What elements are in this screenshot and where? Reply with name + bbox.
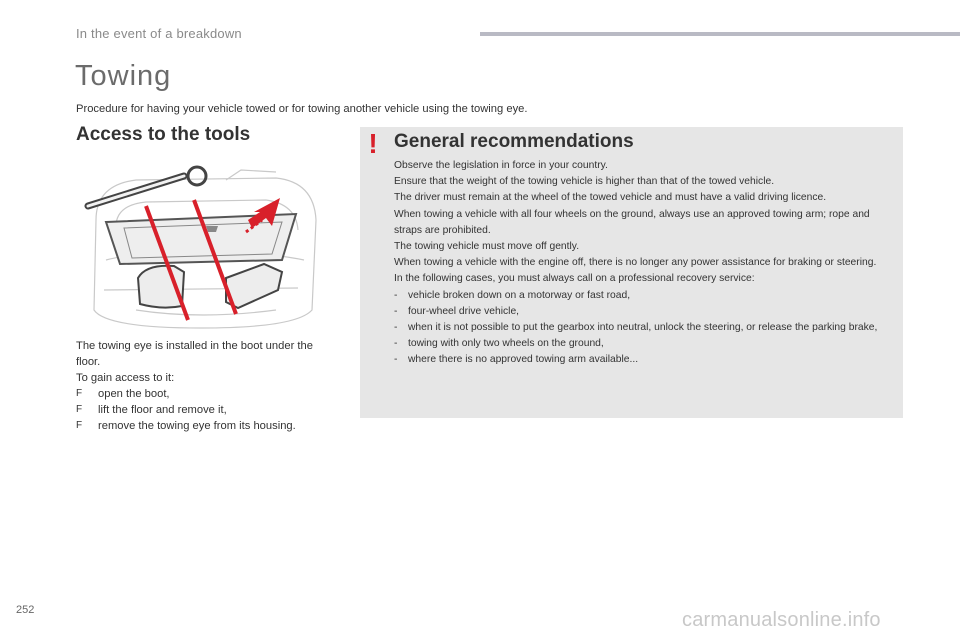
list-item: - four-wheel drive vehicle, (394, 305, 520, 317)
tools-steps-list (76, 386, 326, 434)
list-item: F lift the floor and remove it, (76, 404, 227, 416)
towing-eye-tool (88, 167, 206, 206)
access-tools-text (76, 338, 326, 434)
warning-exclamation-icon: ! (368, 128, 378, 159)
list-item: F remove the towing eye from its housing. (76, 420, 296, 432)
list-item: - where there is no approved towing arm available... (394, 354, 639, 366)
rec-paragraph: When towing a vehicle with the engine off, there is no longer any power assistance for braking or steering. (394, 257, 877, 269)
bullet-icon: F (76, 388, 83, 399)
tools-access-intro: To gain access to it: (76, 372, 175, 384)
intro-text: Procedure for having your vehicle towed or for towing another vehicle using the towing eye. (76, 103, 528, 115)
list-item: - towing with only two wheels on the ground, (394, 338, 604, 350)
recommendations-body (394, 158, 900, 369)
list-item: - vehicle broken down on a motorway or fast road, (394, 289, 631, 301)
rec-paragraph: The driver must remain at the wheel of the towed vehicle and must have a valid driving licence. (394, 192, 827, 204)
recovery-cases-list (394, 288, 900, 369)
rec-paragraph: The towing vehicle must move off gently. (394, 241, 580, 253)
bullet-icon: F (76, 420, 83, 431)
access-tools-heading: Access to the tools (76, 124, 251, 145)
recommendations-heading: General recommendations (394, 131, 634, 152)
watermark: carmanualsonline.info (682, 609, 881, 631)
page-number: 252 (16, 604, 35, 616)
rec-paragraph: Observe the legislation in force in your country. (394, 160, 608, 171)
tools-location-text: The towing eye is installed in the boot under the floor. (76, 340, 313, 368)
bullet-icon: F (76, 404, 83, 415)
header-bar (480, 32, 960, 36)
rec-paragraph: When towing a vehicle with all four wheels on the ground, always use an approved towing arm; rope and straps are prohibited. (394, 208, 870, 236)
page-title: Towing (75, 60, 172, 92)
list-item: - when it is not possible to put the gearbox into neutral, unlock the steering, or release the parking brake, (394, 322, 878, 334)
rec-paragraph: Ensure that the weight of the towing vehicle is higher than that of the towed vehicle. (394, 176, 775, 188)
storage-tray-right (226, 264, 282, 308)
section-label: In the event of a breakdown (76, 26, 242, 41)
rec-paragraph: In the following cases, you must always call on a professional recovery service: (394, 273, 755, 285)
boot-towing-eye-illustration (76, 160, 326, 330)
list-item: F open the boot, (76, 388, 170, 400)
